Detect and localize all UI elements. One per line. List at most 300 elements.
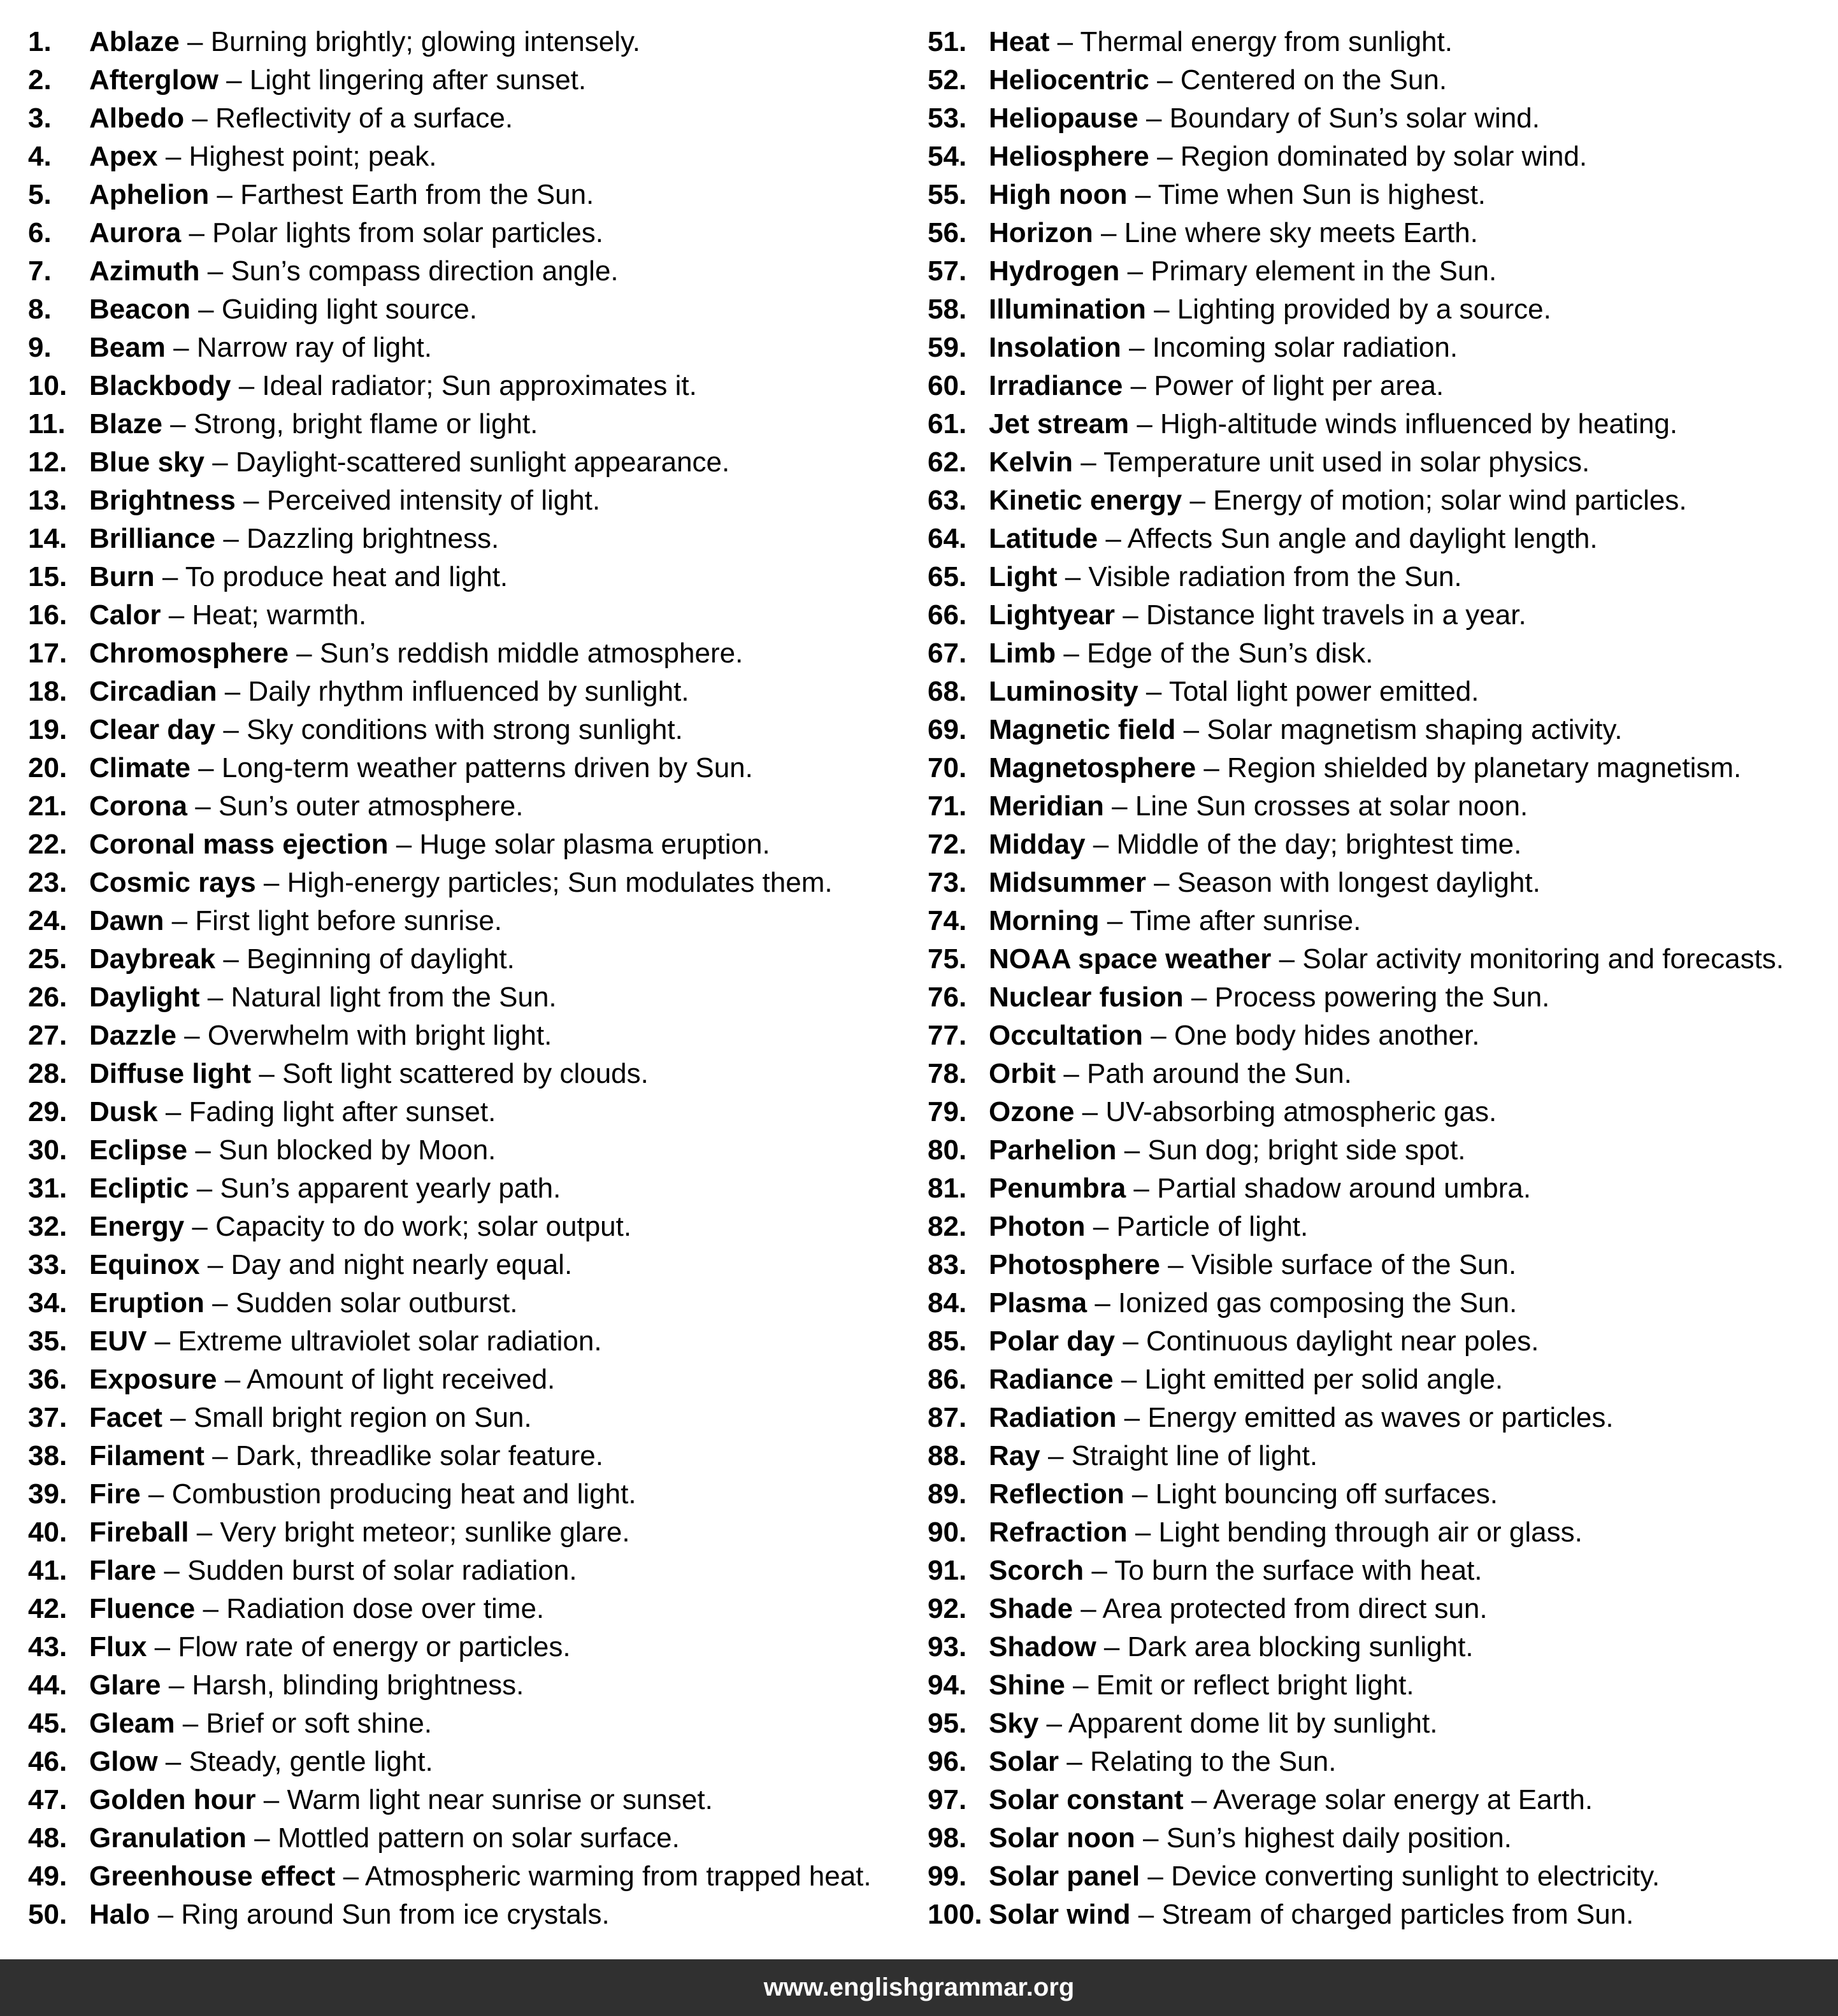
item-definition: – Perceived intensity of light.: [235, 485, 601, 516]
item-definition: – Warm light near sunrise or sunset.: [255, 1784, 713, 1815]
item-term: Granulation: [89, 1822, 247, 1854]
list-item: [28, 1513, 914, 1552]
item-definition: – Radiation dose over time.: [195, 1593, 545, 1624]
item-number: 39.: [28, 1478, 68, 1510]
item-term: NOAA space weather: [989, 943, 1272, 975]
item-term: Limb: [989, 638, 1056, 669]
list-item: [928, 482, 1832, 520]
item-definition: – Lighting provided by a source.: [1145, 294, 1551, 325]
item-term: Shadow: [989, 1631, 1096, 1662]
item-term: Shade: [989, 1593, 1073, 1624]
item-term: Fireball: [89, 1517, 189, 1548]
item-definition: – Daily rhythm influenced by sunlight.: [217, 676, 689, 707]
item-definition: – Dark area blocking sunlight.: [1096, 1631, 1474, 1662]
item-number: 50.: [28, 1899, 68, 1930]
list-item: [28, 978, 914, 1017]
item-number: 13.: [28, 485, 68, 516]
item-definition: – Energy emitted as waves or particles.: [1116, 1402, 1614, 1433]
item-term: Photosphere: [989, 1249, 1160, 1280]
list-item: [928, 138, 1832, 176]
item-term: Eruption: [89, 1287, 205, 1319]
list-item: [928, 826, 1832, 864]
item-definition: – Region shielded by planetary magnetism.: [1196, 752, 1742, 783]
item-definition: – Ring around Sun from ice crystals.: [150, 1899, 610, 1930]
item-term: Halo: [89, 1899, 150, 1930]
item-definition: – Time when Sun is highest.: [1127, 179, 1486, 210]
list-item: [28, 1896, 914, 1934]
item-number: 54.: [928, 141, 967, 172]
item-definition: – Time after sunrise.: [1099, 905, 1361, 936]
footer-url[interactable]: www.englishgrammar.org: [763, 1973, 1075, 2001]
list-item: [28, 482, 914, 520]
item-number: 25.: [28, 943, 68, 975]
item-number: 58.: [928, 294, 967, 325]
item-definition: – Stream of charged particles from Sun.: [1130, 1899, 1634, 1930]
list-item: [28, 214, 914, 252]
item-definition: – Sun dog; bright side spot.: [1116, 1134, 1466, 1166]
list-item: [928, 1093, 1832, 1131]
item-term: Reflection: [989, 1478, 1124, 1510]
item-number: 27.: [28, 1020, 68, 1051]
list-item: [28, 1093, 914, 1131]
item-definition: – Sudden burst of solar radiation.: [156, 1555, 577, 1586]
item-term: Nuclear fusion: [989, 982, 1184, 1013]
item-term: Brightness: [89, 485, 236, 516]
item-number: 83.: [928, 1249, 967, 1280]
item-number: 6.: [28, 217, 52, 248]
list-item: [928, 634, 1832, 673]
list-item: [928, 1666, 1832, 1705]
item-number: 38.: [28, 1440, 68, 1471]
list-item: [928, 1475, 1832, 1513]
item-term: Corona: [89, 790, 187, 822]
item-term: Horizon: [989, 217, 1093, 248]
item-definition: – Long-term weather patterns driven by Sun.: [190, 752, 753, 783]
list-item: [28, 290, 914, 329]
list-item: [928, 405, 1832, 443]
item-definition: – Polar lights from solar particles.: [181, 217, 603, 248]
item-definition: – Flow rate of energy or particles.: [147, 1631, 571, 1662]
item-number: 40.: [28, 1517, 68, 1548]
item-definition: – Light lingering after sunset.: [218, 64, 587, 96]
item-number: 23.: [28, 867, 68, 898]
list-item: [28, 1131, 914, 1169]
item-number: 22.: [28, 829, 68, 860]
list-item: [928, 1055, 1832, 1093]
item-number: 81.: [928, 1173, 967, 1204]
item-definition: – Line where sky meets Earth.: [1093, 217, 1478, 248]
item-number: 36.: [28, 1364, 68, 1395]
list-item: [928, 99, 1832, 138]
item-definition: – To burn the surface with heat.: [1084, 1555, 1483, 1586]
item-number: 51.: [928, 26, 967, 57]
list-item: [928, 749, 1832, 787]
item-number: 91.: [928, 1555, 967, 1586]
item-number: 68.: [928, 676, 967, 707]
item-term: Fire: [89, 1478, 141, 1510]
item-definition: – Natural light from the Sun.: [199, 982, 557, 1013]
item-number: 84.: [928, 1287, 967, 1319]
item-number: 3.: [28, 103, 52, 134]
list-item: [28, 405, 914, 443]
item-definition: – Huge solar plasma eruption.: [388, 829, 770, 860]
list-item: [928, 558, 1832, 596]
item-number: 20.: [28, 752, 68, 783]
list-item: [28, 1437, 914, 1475]
item-number: 95.: [928, 1708, 967, 1739]
item-number: 90.: [928, 1517, 967, 1548]
item-term: Irradiance: [989, 370, 1123, 401]
item-term: Energy: [89, 1211, 185, 1242]
item-definition: – Fading light after sunset.: [157, 1096, 496, 1127]
item-definition: – Day and night nearly equal.: [199, 1249, 573, 1280]
item-number: 80.: [928, 1134, 967, 1166]
item-term: Shine: [989, 1669, 1065, 1701]
item-number: 100.: [928, 1899, 982, 1930]
item-number: 59.: [928, 332, 967, 363]
item-term: Ray: [989, 1440, 1040, 1471]
list-item: [928, 367, 1832, 405]
item-term: Radiance: [989, 1364, 1114, 1395]
list-item: [928, 864, 1832, 902]
item-term: Magnetic field: [989, 714, 1176, 745]
item-definition: – Sky conditions with strong sunlight.: [215, 714, 683, 745]
item-term: Hydrogen: [989, 255, 1120, 287]
item-number: 86.: [928, 1364, 967, 1395]
item-definition: – Brief or soft shine.: [175, 1708, 433, 1739]
item-term: Penumbra: [989, 1173, 1126, 1204]
item-term: Luminosity: [989, 676, 1138, 707]
item-definition: – High-energy particles; Sun modulates them.: [255, 867, 833, 898]
item-definition: – Capacity to do work; solar output.: [184, 1211, 632, 1242]
item-number: 73.: [928, 867, 967, 898]
item-term: Beam: [89, 332, 166, 363]
item-definition: – Amount of light received.: [217, 1364, 556, 1395]
list-item: [928, 290, 1832, 329]
item-number: 89.: [928, 1478, 967, 1510]
list-item: [28, 1284, 914, 1322]
item-number: 74.: [928, 905, 967, 936]
item-number: 15.: [28, 561, 68, 592]
item-term: Heliopause: [989, 103, 1138, 134]
item-term: Kelvin: [989, 447, 1073, 478]
item-term: Meridian: [989, 790, 1104, 822]
list-item: [928, 1322, 1832, 1361]
item-number: 98.: [928, 1822, 967, 1854]
item-definition: – Light bending through air or glass.: [1127, 1517, 1583, 1548]
item-definition: – Strong, bright flame or light.: [162, 408, 538, 440]
item-term: Daylight: [89, 982, 200, 1013]
list-item: [28, 1857, 914, 1896]
item-number: 9.: [28, 332, 52, 363]
item-number: 4.: [28, 141, 52, 172]
item-number: 96.: [928, 1746, 967, 1777]
item-definition: – To produce heat and light.: [154, 561, 508, 592]
item-definition: – Sun’s reddish middle atmosphere.: [288, 638, 743, 669]
item-number: 69.: [928, 714, 967, 745]
item-definition: – Season with longest daylight.: [1145, 867, 1540, 898]
item-definition: – Daylight-scattered sunlight appearance.: [204, 447, 730, 478]
item-number: 12.: [28, 447, 68, 478]
item-definition: – Extreme ultraviolet solar radiation.: [147, 1326, 602, 1357]
item-definition: – First light before sunrise.: [164, 905, 503, 936]
item-number: 5.: [28, 179, 52, 210]
item-definition: – UV-absorbing atmospheric gas.: [1074, 1096, 1497, 1127]
item-definition: – Solar magnetism shaping activity.: [1175, 714, 1623, 745]
item-definition: – Very bright meteor; sunlike glare.: [189, 1517, 630, 1548]
item-definition: – Soft light scattered by clouds.: [251, 1058, 649, 1089]
item-number: 65.: [928, 561, 967, 592]
item-definition: – Sun’s apparent yearly path.: [189, 1173, 561, 1204]
item-number: 72.: [928, 829, 967, 860]
item-number: 19.: [28, 714, 68, 745]
item-term: Ecliptic: [89, 1173, 189, 1204]
item-term: Midsummer: [989, 867, 1146, 898]
item-number: 45.: [28, 1708, 68, 1739]
list-item: [28, 1322, 914, 1361]
list-item: [928, 1705, 1832, 1743]
item-term: Jet stream: [989, 408, 1130, 440]
item-term: Scorch: [989, 1555, 1084, 1586]
item-term: Flux: [89, 1631, 147, 1662]
item-term: Radiation: [989, 1402, 1117, 1433]
item-term: High noon: [989, 179, 1128, 210]
item-term: Eclipse: [89, 1134, 188, 1166]
item-definition: – Combustion producing heat and light.: [140, 1478, 636, 1510]
list-item: [928, 1857, 1832, 1896]
item-definition: – Ideal radiator; Sun approximates it.: [231, 370, 697, 401]
list-item: [28, 1628, 914, 1666]
list-item: [28, 634, 914, 673]
item-term: Ozone: [989, 1096, 1075, 1127]
item-definition: – Sudden solar outburst.: [204, 1287, 518, 1319]
item-number: 87.: [928, 1402, 967, 1433]
list-item: [928, 443, 1832, 482]
item-term: Exposure: [89, 1364, 217, 1395]
item-definition: – Sun’s highest daily position.: [1135, 1822, 1512, 1854]
list-item: [928, 252, 1832, 290]
list-item: [928, 1361, 1832, 1399]
item-definition: – Boundary of Sun’s solar wind.: [1138, 103, 1540, 134]
item-term: Solar panel: [989, 1861, 1140, 1892]
list-item: [928, 520, 1832, 558]
item-term: Blue sky: [89, 447, 205, 478]
item-number: 34.: [28, 1287, 68, 1319]
item-term: Golden hour: [89, 1784, 256, 1815]
item-definition: – Dazzling brightness.: [215, 523, 499, 554]
item-definition: – Beginning of daylight.: [215, 943, 515, 975]
list-item: [928, 1896, 1832, 1934]
item-number: 35.: [28, 1326, 68, 1357]
list-item: [928, 1131, 1832, 1169]
item-definition: – Heat; warmth.: [161, 599, 367, 631]
item-term: Glow: [89, 1746, 158, 1777]
item-definition: – Middle of the day; brightest time.: [1085, 829, 1522, 860]
item-definition: – Dark, threadlike solar feature.: [204, 1440, 603, 1471]
item-definition: – Sun’s outer atmosphere.: [187, 790, 524, 822]
item-definition: – Visible radiation from the Sun.: [1057, 561, 1462, 592]
item-definition: – Straight line of light.: [1040, 1440, 1318, 1471]
item-number: 85.: [928, 1326, 967, 1357]
item-number: 17.: [28, 638, 68, 669]
item-term: Facet: [89, 1402, 162, 1433]
list-item: [28, 23, 914, 61]
list-item: [28, 787, 914, 826]
item-definition: – Centered on the Sun.: [1149, 64, 1447, 96]
list-item: [28, 138, 914, 176]
item-definition: – Incoming solar radiation.: [1121, 332, 1458, 363]
right-column: [928, 23, 1832, 1934]
list-item: [28, 1017, 914, 1055]
item-term: EUV: [89, 1326, 147, 1357]
item-term: Insolation: [989, 332, 1121, 363]
item-term: Clear day: [89, 714, 216, 745]
item-term: Glare: [89, 1669, 161, 1701]
item-term: Daybreak: [89, 943, 216, 975]
list-item: [928, 1017, 1832, 1055]
list-item: [928, 23, 1832, 61]
item-term: Sky: [989, 1708, 1039, 1739]
list-item: [928, 902, 1832, 940]
item-term: Refraction: [989, 1517, 1128, 1548]
item-definition: – Process powering the Sun.: [1183, 982, 1550, 1013]
list-item: [28, 711, 914, 749]
item-term: Solar noon: [989, 1822, 1135, 1854]
item-number: 66.: [928, 599, 967, 631]
item-definition: – Thermal energy from sunlight.: [1049, 26, 1453, 57]
item-number: 64.: [928, 523, 967, 554]
list-item: [928, 1781, 1832, 1819]
list-item: [28, 558, 914, 596]
item-term: Orbit: [989, 1058, 1056, 1089]
list-item: [28, 1361, 914, 1399]
item-definition: – Farthest Earth from the Sun.: [209, 179, 594, 210]
list-item: [28, 443, 914, 482]
item-term: Albedo: [89, 103, 185, 134]
item-definition: – Highest point; peak.: [157, 141, 437, 172]
item-term: Flare: [89, 1555, 157, 1586]
item-number: 92.: [928, 1593, 967, 1624]
item-definition: – Continuous daylight near poles.: [1115, 1326, 1539, 1357]
item-number: 10.: [28, 370, 68, 401]
list-item: [928, 673, 1832, 711]
item-number: 53.: [928, 103, 967, 134]
item-number: 29.: [28, 1096, 68, 1127]
item-term: Climate: [89, 752, 190, 783]
item-definition: – Temperature unit used in solar physics.: [1073, 447, 1590, 478]
list-item: [28, 1475, 914, 1513]
item-term: Magnetosphere: [989, 752, 1196, 783]
item-definition: – Particle of light.: [1085, 1211, 1309, 1242]
list-item: [28, 1055, 914, 1093]
list-item: [928, 711, 1832, 749]
list-item: [28, 252, 914, 290]
item-definition: – Light emitted per solid angle.: [1113, 1364, 1504, 1395]
list-item: [928, 1819, 1832, 1857]
item-term: Filament: [89, 1440, 205, 1471]
item-number: 41.: [28, 1555, 68, 1586]
item-definition: – Partial shadow around umbra.: [1126, 1173, 1532, 1204]
item-term: Light: [989, 561, 1058, 592]
item-number: 44.: [28, 1669, 68, 1701]
item-number: 88.: [928, 1440, 967, 1471]
item-number: 11.: [28, 408, 66, 440]
item-number: 7.: [28, 255, 52, 287]
list-item: [28, 367, 914, 405]
list-item: [28, 864, 914, 902]
list-item: [28, 1819, 914, 1857]
item-number: 2.: [28, 64, 52, 96]
item-definition: – Primary element in the Sun.: [1119, 255, 1497, 287]
list-item: [928, 61, 1832, 99]
item-number: 42.: [28, 1593, 68, 1624]
list-item: [928, 329, 1832, 367]
list-item: [28, 673, 914, 711]
item-term: Solar constant: [989, 1784, 1184, 1815]
item-definition: – Power of light per area.: [1123, 370, 1444, 401]
item-number: 77.: [928, 1020, 967, 1051]
item-number: 8.: [28, 294, 52, 325]
item-definition: – Solar activity monitoring and forecasts.: [1271, 943, 1784, 975]
item-number: 14.: [28, 523, 68, 554]
item-term: Equinox: [89, 1249, 200, 1280]
list-item: [28, 1169, 914, 1208]
item-definition: – Edge of the Sun’s disk.: [1056, 638, 1374, 669]
item-term: Calor: [89, 599, 161, 631]
item-number: 67.: [928, 638, 967, 669]
list-item: [28, 940, 914, 978]
item-definition: – Relating to the Sun.: [1059, 1746, 1337, 1777]
item-definition: – Ionized gas composing the Sun.: [1087, 1287, 1518, 1319]
item-definition: – Emit or reflect bright light.: [1065, 1669, 1414, 1701]
item-term: Latitude: [989, 523, 1098, 554]
list-item: [928, 214, 1832, 252]
list-item: [28, 329, 914, 367]
item-definition: – One body hides another.: [1143, 1020, 1480, 1051]
item-number: 30.: [28, 1134, 68, 1166]
list-item: [928, 1513, 1832, 1552]
item-term: Aurora: [89, 217, 182, 248]
list-item: [28, 1590, 914, 1628]
item-number: 32.: [28, 1211, 68, 1242]
list-item: [928, 1208, 1832, 1246]
item-number: 63.: [928, 485, 967, 516]
item-definition: – Energy of motion; solar wind particles.: [1182, 485, 1687, 516]
item-definition: – Overwhelm with bright light.: [176, 1020, 552, 1051]
list-item: [928, 1437, 1832, 1475]
item-definition: – Sun blocked by Moon.: [187, 1134, 496, 1166]
item-term: Photon: [989, 1211, 1086, 1242]
item-number: 16.: [28, 599, 68, 631]
item-number: 93.: [928, 1631, 967, 1662]
list-item: [28, 1781, 914, 1819]
item-number: 75.: [928, 943, 967, 975]
item-number: 37.: [28, 1402, 68, 1433]
item-term: Gleam: [89, 1708, 175, 1739]
item-definition: – Guiding light source.: [190, 294, 477, 325]
item-number: 1.: [28, 26, 52, 57]
item-definition: – Average solar energy at Earth.: [1183, 1784, 1593, 1815]
item-term: Coronal mass ejection: [89, 829, 389, 860]
item-number: 52.: [928, 64, 967, 96]
item-number: 97.: [928, 1784, 967, 1815]
list-item: [28, 1208, 914, 1246]
item-number: 24.: [28, 905, 68, 936]
item-term: Lightyear: [989, 599, 1116, 631]
list-item: [928, 1743, 1832, 1781]
list-item: [28, 520, 914, 558]
item-definition: – Narrow ray of light.: [165, 332, 432, 363]
